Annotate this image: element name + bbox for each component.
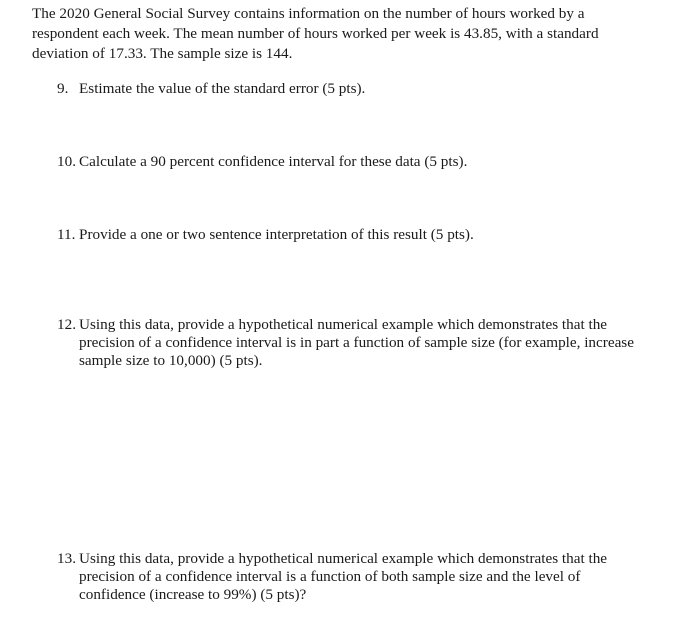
question-text: Using this data, provide a hypothetical numerical example which demonstrates that the precision of a confidence interval is in part a function of sample size (for example, increase sample size to 10,000) (5 pts). <box>79 316 634 369</box>
question-11 <box>57 226 637 244</box>
question-13 <box>57 550 637 604</box>
question-number: 9. <box>57 80 69 97</box>
question-text: Estimate the value of the standard error (5 pts). <box>79 80 366 97</box>
question-number: 13. <box>57 550 76 567</box>
question-12 <box>57 316 637 370</box>
question-number: 12. <box>57 316 76 333</box>
question-text: Calculate a 90 percent confidence interval for these data (5 pts). <box>79 153 468 170</box>
question-text: Using this data, provide a hypothetical numerical example which demonstrates that the precision of a confidence interval is a function of both sample size and the level of confidence (increase to 99%) (5 pts)? <box>79 550 608 603</box>
question-number: 11. <box>57 226 76 243</box>
question-9 <box>57 80 637 98</box>
question-text: Provide a one or two sentence interpretation of this result (5 pts). <box>79 226 474 243</box>
question-10 <box>57 153 637 171</box>
question-number: 10. <box>57 153 76 170</box>
intro-paragraph: The 2020 General Social Survey contains information on the number of hours worked by a respondent each week. The mean number of hours worked per week is 43.85, with a standard deviation of 17.33. The sample size is 144. <box>32 5 599 62</box>
